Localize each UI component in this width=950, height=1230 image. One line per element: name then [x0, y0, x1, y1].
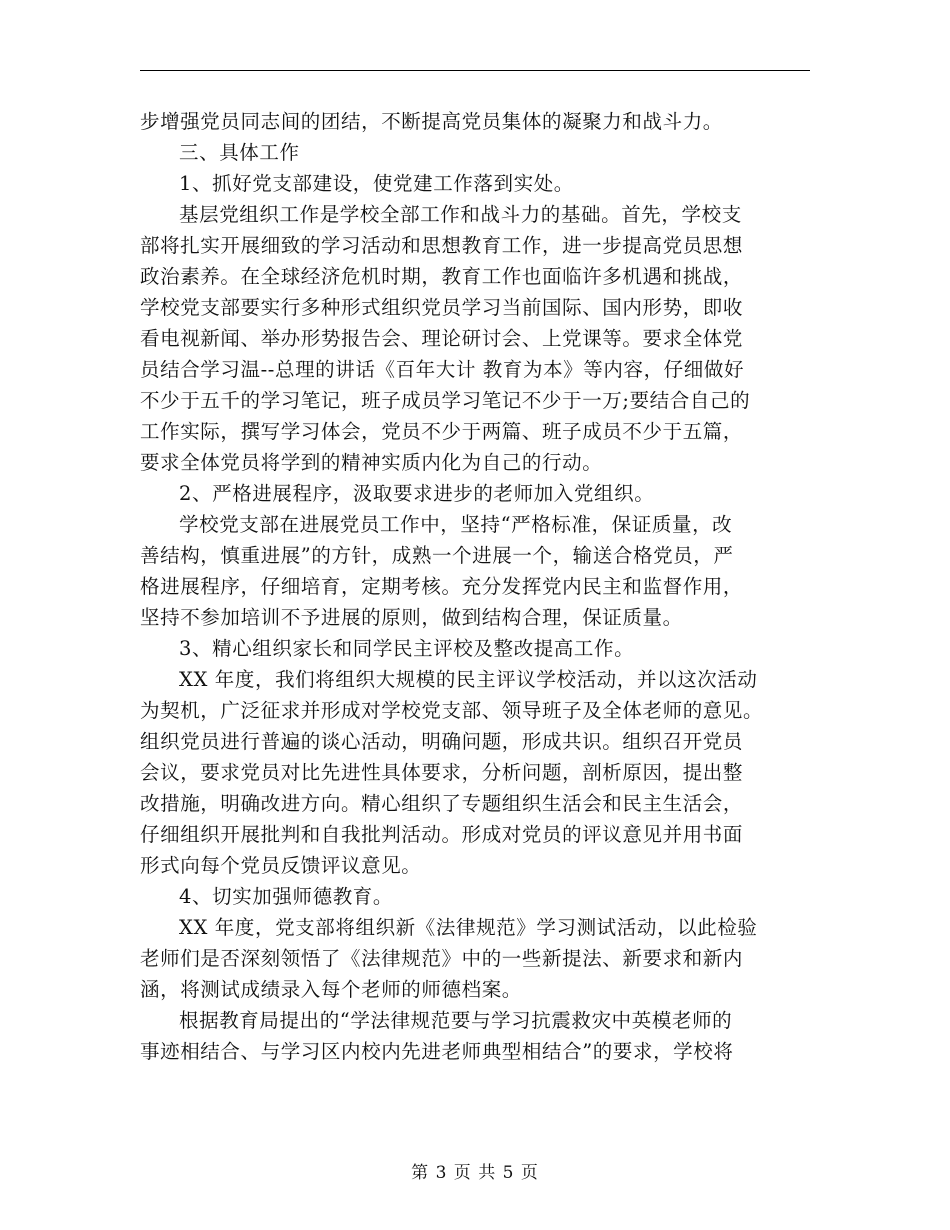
- text-line: 要求全体党员将学到的精神实质内化为自己的行动。: [140, 451, 603, 474]
- text-line: 政治素养。在全球经济危机时期，教育工作也面临许多机遇和挑战，: [140, 265, 744, 288]
- text-line: 善结构，慎重进展”的方针，成熟一个进展一个，输送合格党员，严: [140, 544, 734, 567]
- text-line: 3、精心组织家长和同学民主评校及整改提高工作。: [179, 637, 635, 660]
- text-line: 组织党员进行普遍的谈心活动，明确问题，形成共识。组织召开党员: [140, 730, 744, 753]
- text-line: 部将扎实开展细致的学习活动和思想教育工作，进一步提高党员思想: [140, 234, 744, 257]
- text-line: 步增强党员同志间的团结，不断提高党员集体的凝聚力和战斗力。: [140, 110, 723, 133]
- text-line: 工作实际，撰写学习体会，党员不少于两篇、班子成员不少于五篇，: [140, 420, 744, 443]
- text-line: 三、具体工作: [179, 141, 300, 164]
- text-line: 格进展程序，仔细培育，定期考核。充分发挥党内民主和监督作用，: [140, 575, 744, 598]
- text-line: 看电视新闻、举办形势报告会、理论研讨会、上党课等。要求全体党: [140, 327, 744, 350]
- text-line: 仔细组织开展批判和自我批判活动。形成对党员的评议意见并用书面: [140, 823, 744, 846]
- text-line: 基层党组织工作是学校全部工作和战斗力的基础。首先，学校支: [179, 203, 742, 226]
- text-line: 形式向每个党员反馈评议意见。: [140, 854, 422, 877]
- text-line: XX 年度，党支部将组织新《法律规范》学习测试活动，以此检验: [179, 916, 758, 939]
- text-line: 根据教育局提出的“学法律规范要与学习抗震救灾中英模老师的: [179, 1009, 733, 1032]
- header-rule: [140, 70, 810, 71]
- text-line: 涵，将测试成绩录入每个老师的师德档案。: [140, 978, 522, 1001]
- document-body: [140, 106, 810, 1067]
- text-line: 4、切实加强师德教育。: [179, 885, 394, 908]
- text-line: 1、抓好党支部建设，使党建工作落到实处。: [179, 172, 574, 195]
- text-line: 坚持不参加培训不予进展的原则，做到结构合理，保证质量。: [140, 606, 683, 629]
- text-line: 员结合学习温--总理的讲话《百年大计 教育为本》等内容，仔细做好: [140, 358, 745, 381]
- text-line: XX 年度，我们将组织大规模的民主评议学校活动，并以这次活动: [179, 668, 758, 691]
- text-line: 学校党支部要实行多种形式组织党员学习当前国际、国内形势，即收: [140, 296, 744, 319]
- text-line: 改措施，明确改进方向。精心组织了专题组织生活会和民主生活会，: [140, 792, 744, 815]
- text-line: 会议，要求党员对比先进性具体要求，分析问题，剖析原因，提出整: [140, 761, 744, 784]
- text-line: 老师们是否深刻领悟了《法律规范》中的一些新提法、新要求和新内: [140, 947, 744, 970]
- text-line: 事迹相结合、与学习区内校内先进老师典型相结合”的要求，学校将: [140, 1040, 734, 1063]
- text-line: 学校党支部在进展党员工作中，坚持“严格标准，保证质量，改: [179, 513, 733, 536]
- text-line: 2、严格进展程序，汲取要求进步的老师加入党组织。: [179, 482, 655, 505]
- text-line: 不少于五千的学习笔记，班子成员学习笔记不少于一万;要结合自己的: [140, 389, 751, 412]
- text-line: 为契机，广泛征求并形成对学校党支部、领导班子及全体老师的意见。: [140, 699, 764, 722]
- page-footer: 第 3 页 共 5 页: [411, 1163, 539, 1183]
